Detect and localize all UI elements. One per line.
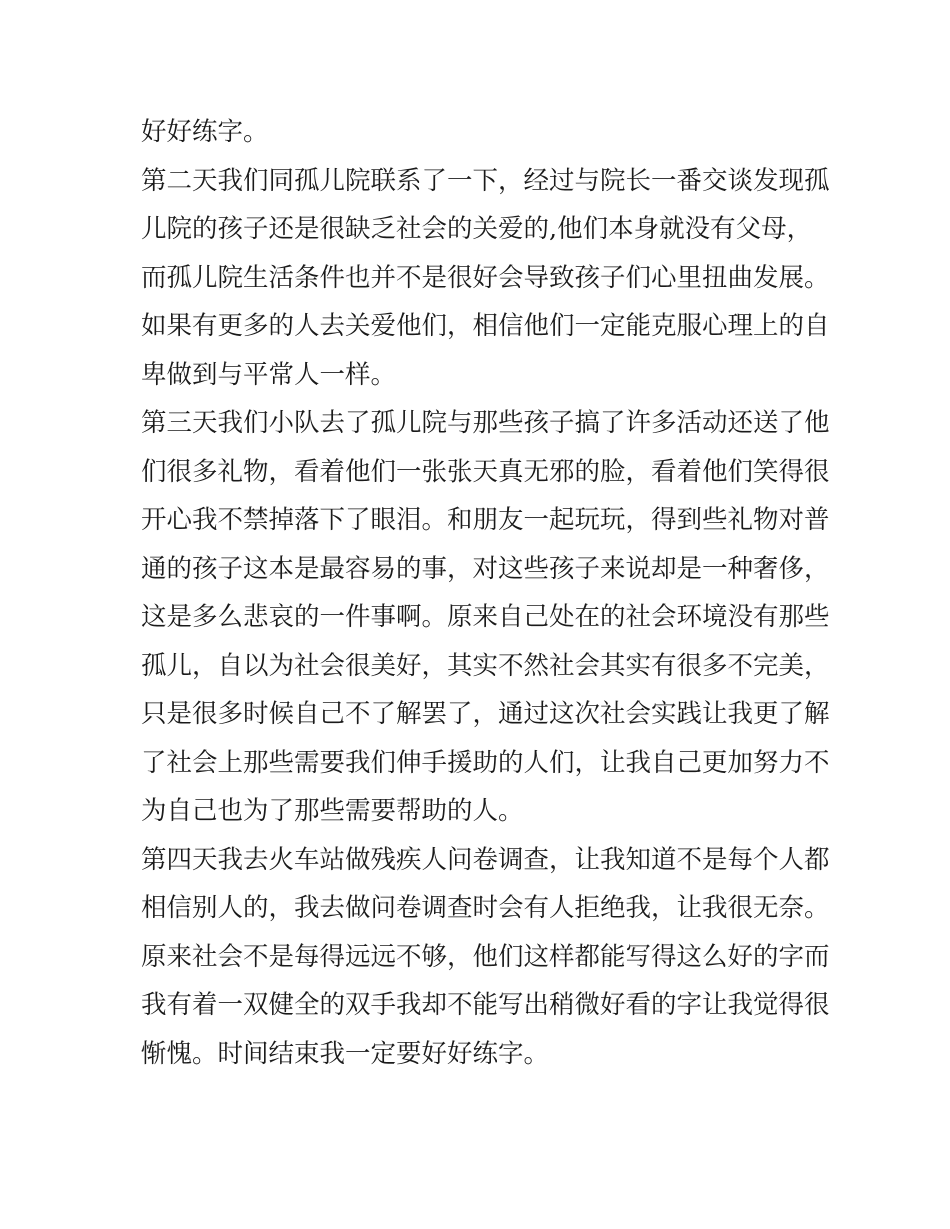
text-line: 儿院的孩子还是很缺乏社会的关爱的,他们本身就没有父母， (141, 214, 813, 244)
text-line: 如果有更多的人去关爱他们，相信他们一定能克服心理上的自 (141, 311, 830, 341)
text-line: 而孤儿院生活条件也并不是很好会导致孩子们心里扭曲发展。 (141, 262, 830, 293)
text-line: 第二天我们同孤儿院联系了一下，经过与院长一番交谈发现孤 (141, 165, 830, 196)
text-line: 开心我不禁掉落下了眼泪。和朋友一起玩玩，得到些礼物对普 (141, 505, 830, 535)
text-line: 第四天我去火车站做残疾人问卷调查，让我知道不是每个人都 (141, 844, 830, 875)
text-line: 通的孩子这本是最容易的事，对这些孩子来说却是一种奢侈， (141, 553, 830, 584)
text-line: 我有着一双健全的双手我却不能写出稍微好看的字让我觉得很 (141, 990, 830, 1020)
document-body (141, 108, 830, 1078)
text-line: 好好练字。 (141, 117, 269, 147)
text-line: 第三天我们小队去了孤儿院与那些孩子搞了许多活动还送了他 (141, 408, 830, 438)
text-line: 只是很多时候自己不了解罢了，通过这次社会实践让我更了解 (141, 699, 830, 729)
text-line: 原来社会不是每得远远不够，他们这样都能写得这么好的字而 (141, 941, 830, 972)
text-line: 这是多么悲哀的一件事啊。原来自己处在的社会环境没有那些 (141, 602, 830, 632)
text-line: 们很多礼物，看着他们一张张天真无邪的脸，看着他们笑得很 (141, 456, 830, 487)
text-line: 为自己也为了那些需要帮助的人。 (141, 796, 524, 826)
text-line: 了社会上那些需要我们伸手援助的人们，让我自己更加努力不 (141, 747, 830, 778)
text-line: 孤儿，自以为社会很美好，其实不然社会其实有很多不完美， (141, 650, 830, 681)
text-line: 惭愧。时间结束我一定要好好练字。 (141, 1038, 550, 1069)
text-line: 相信别人的，我去做问卷调查时会有人拒绝我，让我很无奈。 (141, 893, 830, 923)
text-line: 卑做到与平常人一样。 (141, 359, 397, 390)
